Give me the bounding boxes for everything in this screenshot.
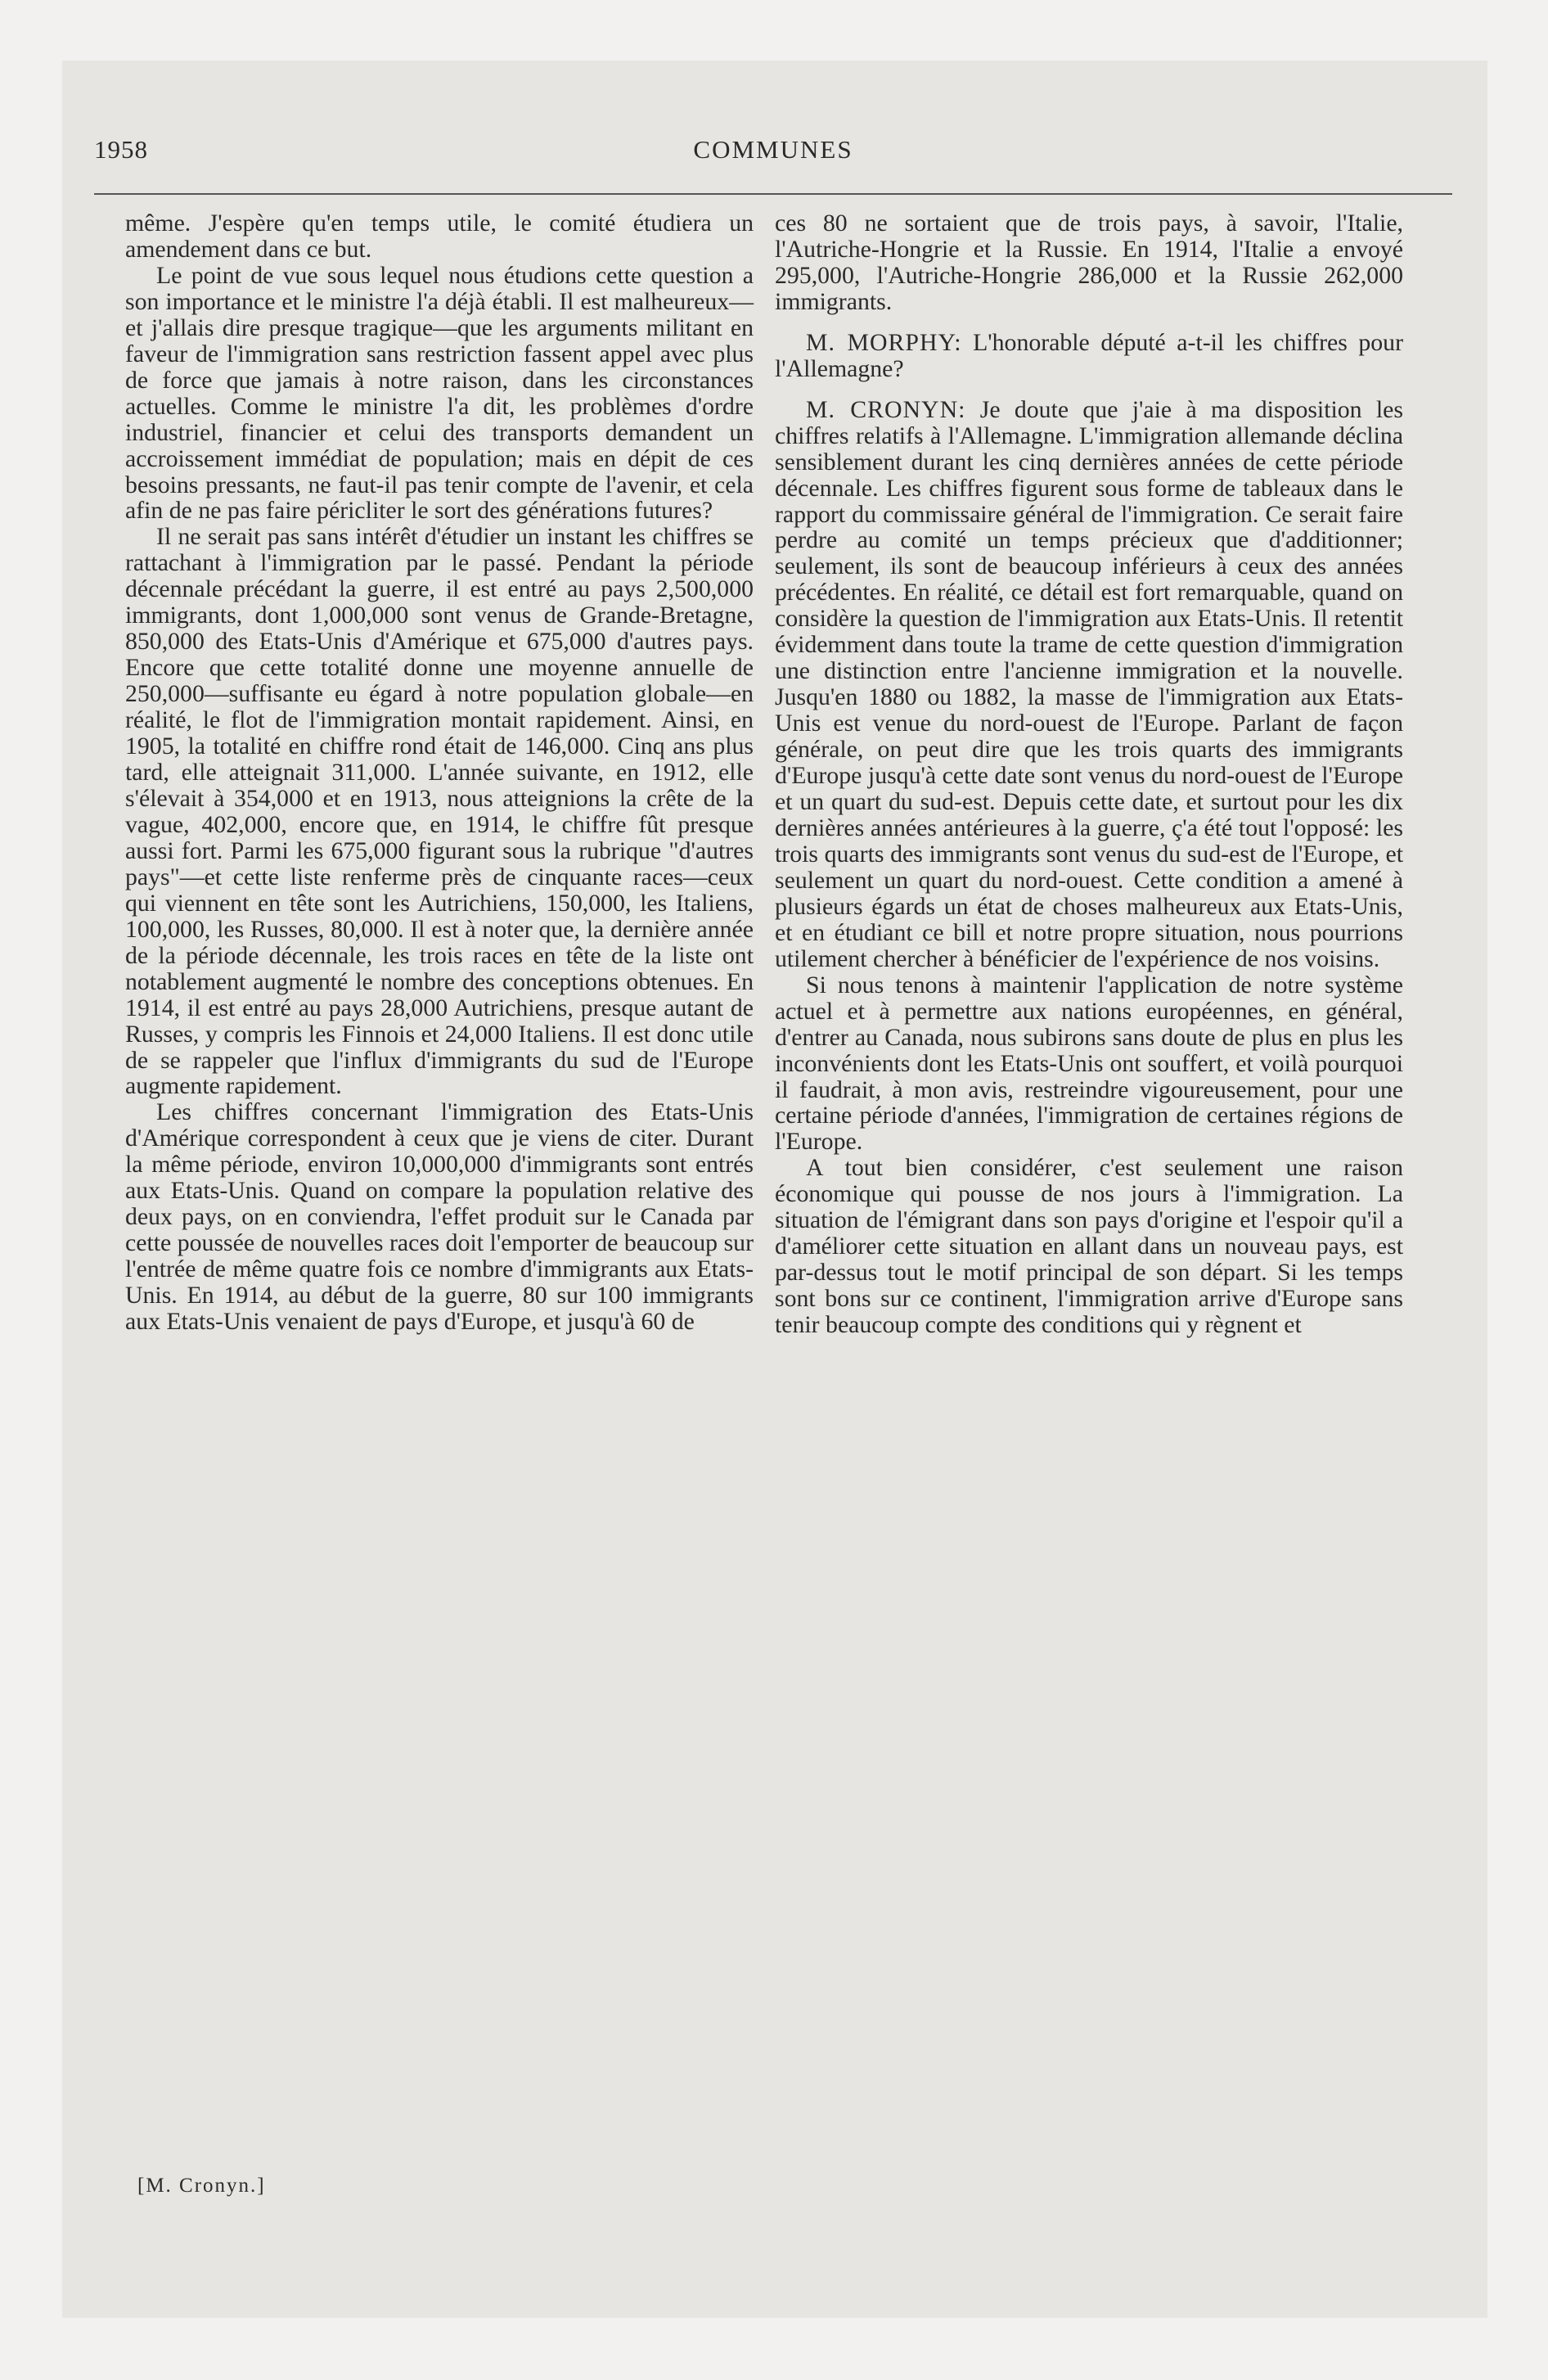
morphy-question <box>775 330 1403 382</box>
speaker-footnote: [M. Cronyn.] <box>137 2175 266 2197</box>
paragraph: Il ne serait pas sans intérêt d'étudier un instant les chiffres se rattachant à l'immigration par le passé. Pendant la période décennale précédant la guerre, il est entré au pays 2,500,000 immigrants, dont 1,000,000 sont venus de Grande-Bretagne, 850,000 des Etats-Unis d'Amérique et 675,000 d'autres pays. Encore que cette totalité donne une moyenne annuelle de 250,000—suffisante eu égard à notre population globale—en réalité, le flot de l'immigration montait rapidement. Ainsi, en 1905, la totalité en chiffre rond était de 146,000. Cinq ans plus tard, elle atteignait 311,000. L'année suivante, en 1912, elle s'élevait à 354,000 et en 1913, nous atteignions la crête de la vague, 402,000, encore que, en 1914, le chiffre fût presque aussi fort. Parmi les 675,000 figurant sous la rubrique "d'autres pays"—et cette liste renferme près de cinquante races—ceux qui viennent en tête sont les Autrichiens, 150,000, les Italiens, 100,000, les Russes, 80,000. Il est à noter que, la dernière année de la période décennale, les trois races en tête de la liste ont notablement augmenté le nombre des conceptions obtenues. En 1914, il est entré au pays 28,000 Autrichiens, presque autant de Russes, y compris les Finnois et 24,000 Italiens. Il est donc utile de se rappeler que l'influx d'immigrants du sud de l'Europe augmente rapidement. <box>125 523 754 1100</box>
left-column <box>125 210 754 1335</box>
speech-text: Je doute que j'aie à ma disposition les chiffres relatifs à l'Allemagne. L'immigration allemande déclina sensiblement durant les cinq dernières années de cette période décennale. Les chiffres figurent sous forme de tableaux dans le rapport du commissaire général de l'immigration. Ce serait faire perdre au comité un temps précieux que d'additionner; seulement, ils sont de beaucoup inférieurs à ceux des années précédentes. En réalité, ce détail est fort remarquable, quand on considère la question de l'immigration aux Etats-Unis. Il retentit évidemment dans toute la trame de cette question d'immigration une distinction entre l'ancienne immigration et la nouvelle. Jusqu'en 1880 ou 1882, la masse de l'immigration aux Etats-Unis est venue du nord-ouest de l'Europe. Parlant de façon générale, on peut dire que les trois quarts des immigrants d'Europe jusqu'à cette date sont venus du nord-ouest de l'Europe et un quart du sud-est. Depuis cette date, et surtout pour les dix dernières années antérieures à la guerre, ç'a été tout l'opposé: les trois quarts des immigrants sont venus du sud-est de l'Europe, et seulement un quart du nord-ouest. Cette condition a amené à plusieurs égards un état de choses malheureux aux Etats-Unis, et en étudiant ce bill et notre propre situation, nous pourrions utilement chercher à bénéficier de l'expérience de nos voisins. <box>775 395 1403 972</box>
header-rule <box>94 193 1452 195</box>
page-number: 1958 <box>94 135 148 164</box>
speaker-name: M. MORPHY: <box>806 328 962 356</box>
paragraph: même. J'espère qu'en temps utile, le comité étudiera un amendement dans ce but. <box>125 210 754 263</box>
running-head: COMMUNES <box>693 135 853 164</box>
paragraph: Les chiffres concernant l'immigration des Etats-Unis d'Amérique correspondent à ceux que je viens de citer. Durant la même période, environ 10,000,000 d'immigrants sont entrés aux Etats-Unis. Quand on compare la population relative des deux pays, on en conviendra, l'effet produit sur le Canada par cette poussée de nouvelles races doit l'emporter de beaucoup sur l'entrée de même quatre fois ce nombre d'immigrants aux Etats-Unis. En 1914, au début de la guerre, 80 sur 100 immigrants aux Etats-Unis venaient de pays d'Europe, et jusqu'à 60 de <box>125 1098 754 1336</box>
paragraph: ces 80 ne sortaient que de trois pays, à savoir, l'Italie, l'Autriche-Hongrie et la Russie. En 1914, l'Italie a envoyé 295,000, l'Autriche-Hongrie 286,000 et la Russie 262,000 immigrants. <box>775 210 1403 315</box>
right-column <box>775 210 1403 1338</box>
cronyn-answer <box>775 397 1403 972</box>
paragraph: A tout bien considérer, c'est seulement une raison économique qui pousse de nos jours à l'immigration. La situation de l'émigrant dans son pays d'origine et l'espoir qu'il a d'améliorer cette situation en allant dans un nouveau pays, est par-dessus tout le motif principal de son départ. Si les temps sont bons sur ce continent, l'immigration arrive d'Europe sans tenir beaucoup compte des conditions qui y règnent et <box>775 1154 1403 1339</box>
paragraph: Le point de vue sous lequel nous étudions cette question a son importance et le ministre l'a déjà établi. Il est malheureux— et j'allais dire presque tragique—que les arguments militant en faveur de l'immigration sans restriction fassent appel avec plus de force que jamais à notre raison, dans les circonstances actuelles. Comme le ministre l'a dit, les problèmes d'ordre industriel, financier et celui des transports demandent un accroissement immédiat de population; mais en dépit de ces besoins pressants, ne faut-il pas tenir compte de l'avenir, et cela afin de ne pas faire péricliter le sort des générations futures? <box>125 261 754 525</box>
paragraph: Si nous tenons à maintenir l'application de notre système actuel et à permettre aux nations européennes, en général, d'entrer au Canada, nous subirons sans doute de plus en plus les inconvénients dont les Etats-Unis ont souffert, et voilà pourquoi il faudrait, à mon avis, restreindre vigoureusement, pour une certaine période d'années, l'immigration de certaines régions de l'Europe. <box>775 971 1403 1156</box>
speech-text: L'honorable député a-t-il les chiffres pour l'Allemagne? <box>775 328 1403 382</box>
speaker-name: M. CRONYN: <box>806 395 966 423</box>
page-header <box>94 135 1452 165</box>
